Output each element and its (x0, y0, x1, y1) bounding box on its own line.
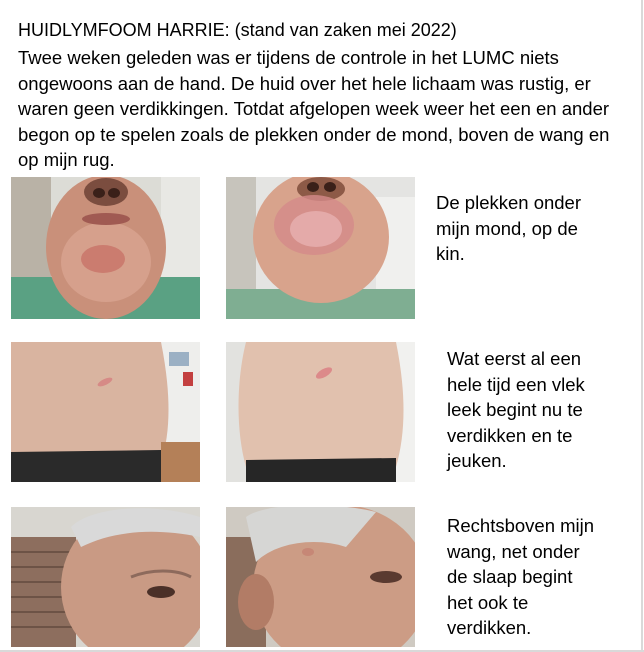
caption-chin (436, 190, 581, 267)
caption-line: Wat eerst al een (447, 348, 582, 369)
caption-temple (447, 513, 594, 641)
chin-photo-2 (226, 177, 415, 319)
temple-photo-2 (226, 507, 415, 647)
caption-line: De plekken onder (436, 192, 582, 213)
caption-line: kin. (436, 243, 465, 265)
caption-back (447, 346, 585, 474)
caption-line: verdikken en te (447, 424, 573, 446)
intro-paragraph: Twee weken geleden was er tijdens de controle in het LUMC niets ongewoons aan de hand. De huid over het hele lichaam was rustig, er waren geen verdikkingen. Totdat afgelopen week weer het een en ander begon op te spelen zoals de plekken onder de mond, boven de wang en op mijn rug. (18, 47, 610, 171)
caption-line: mijn mond, op de (436, 217, 578, 239)
document-title: HUIDLYMFOOM HARRIE: (stand van zaken mei 2022) (18, 20, 457, 40)
caption-line: leek begint nu te (447, 399, 583, 421)
page-border-right (641, 0, 643, 652)
caption-line: de slaap begint (447, 566, 573, 588)
caption-line: hele tijd een vlek (447, 373, 585, 395)
caption-line: Rechtsboven mijn (447, 515, 595, 536)
caption-line: het ook te (447, 591, 529, 613)
caption-line: wang, net onder (447, 540, 580, 562)
caption-line: verdikken. (447, 617, 532, 639)
caption-line: jeuken. (447, 450, 507, 472)
back-photo-2 (226, 342, 415, 482)
temple-photo-1 (11, 507, 200, 647)
back-photo-1 (11, 342, 200, 482)
chin-photo-1 (11, 177, 200, 319)
